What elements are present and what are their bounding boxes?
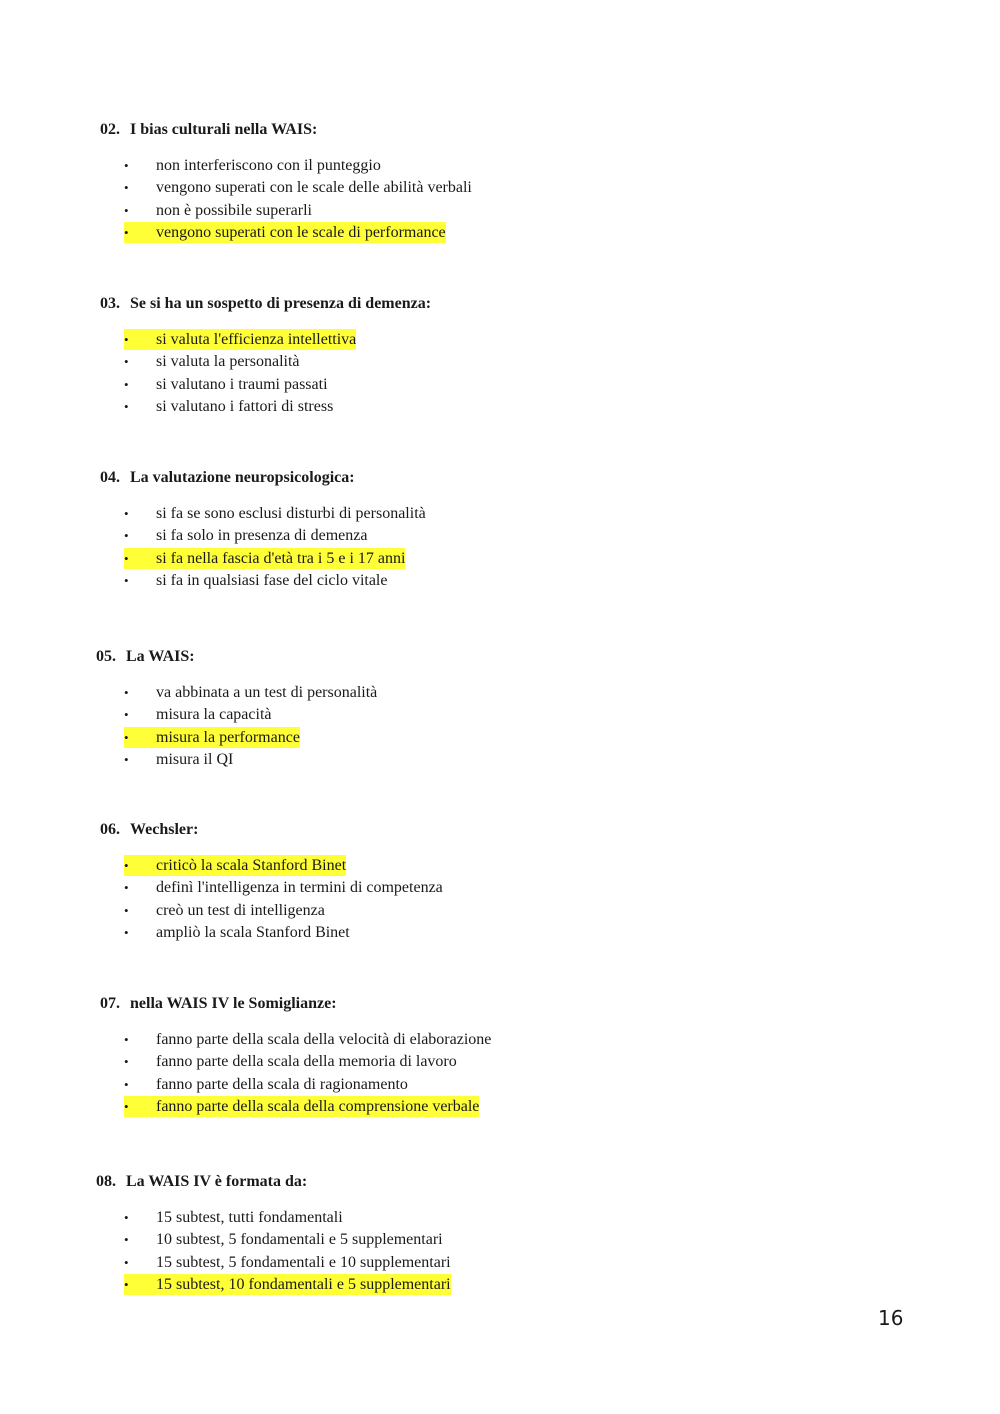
question-title bbox=[100, 120, 317, 140]
bullet-icon: • bbox=[124, 506, 129, 521]
question-number: 02. bbox=[100, 121, 120, 138]
answer-option-text: fanno parte della scala della velocità di elaborazione bbox=[156, 1031, 492, 1048]
bullet-icon: • bbox=[124, 332, 129, 347]
answer-option-text: si fa nella fascia d'età tra i 5 e i 17 anni bbox=[156, 549, 406, 567]
answer-option-text: si fa se sono esclusi disturbi di personalità bbox=[156, 505, 426, 522]
question-text: La WAIS IV è formata da: bbox=[126, 1173, 308, 1190]
question-number: 07. bbox=[100, 995, 120, 1012]
question-number: 04. bbox=[100, 469, 120, 486]
answer-option-text: definì l'intelligenza in termini di competenza bbox=[156, 879, 443, 897]
bullet-icon: • bbox=[124, 707, 129, 723]
bullet-icon: • bbox=[124, 1232, 129, 1248]
answer-option bbox=[124, 525, 367, 546]
answer-option-highlighted bbox=[124, 855, 346, 876]
bullet-icon: • bbox=[124, 224, 129, 240]
question-number: 05. bbox=[96, 648, 116, 665]
answer-option-text: si fa in qualsiasi fase del ciclo vitale bbox=[156, 571, 388, 589]
answer-option bbox=[124, 1229, 443, 1250]
answer-option-highlighted bbox=[124, 222, 446, 243]
bullet-icon: • bbox=[124, 924, 129, 940]
bullet-icon: • bbox=[124, 729, 129, 745]
answer-option bbox=[124, 351, 300, 372]
answer-option-text: non è possibile superarli bbox=[156, 201, 312, 219]
bullet-icon: • bbox=[124, 1032, 129, 1047]
answer-option-text: si fa solo in presenza di demenza bbox=[156, 527, 368, 545]
question-number: 08. bbox=[96, 1173, 116, 1190]
answer-option bbox=[124, 503, 426, 524]
answer-option-text: fanno parte della scala della comprensione verbale bbox=[156, 1097, 480, 1115]
bullet-icon: • bbox=[124, 858, 129, 873]
answer-option-highlighted bbox=[124, 727, 300, 748]
answer-option-text: criticò la scala Stanford Binet bbox=[156, 857, 347, 874]
answer-option-text: 15 subtest, 10 fondamentali e 5 supplementari bbox=[156, 1275, 451, 1293]
answer-option-text: non interferiscono con il punteggio bbox=[156, 157, 381, 174]
answer-option bbox=[124, 1074, 408, 1095]
answer-option bbox=[124, 900, 325, 921]
bullet-icon: • bbox=[124, 1098, 129, 1114]
answer-option-text: si valuta l'efficienza intellettiva bbox=[156, 331, 357, 348]
answer-option bbox=[124, 570, 387, 591]
answer-option bbox=[124, 1051, 457, 1072]
bullet-icon: • bbox=[124, 550, 129, 566]
answer-option-text: fanno parte della scala di ragionamento bbox=[156, 1075, 408, 1093]
answer-option-text: si valutano i fattori di stress bbox=[156, 397, 334, 415]
bullet-icon: • bbox=[124, 528, 129, 544]
answer-option-text: 10 subtest, 5 fondamentali e 5 supplementari bbox=[156, 1231, 443, 1249]
question-title bbox=[100, 820, 198, 840]
answer-option-text: ampliò la scala Stanford Binet bbox=[156, 923, 350, 941]
question-title bbox=[100, 294, 431, 314]
answer-option bbox=[124, 177, 472, 198]
answer-option bbox=[124, 396, 333, 417]
answer-option bbox=[124, 682, 377, 703]
answer-option bbox=[124, 877, 443, 898]
answer-option-highlighted bbox=[124, 329, 356, 350]
bullet-icon: • bbox=[124, 1076, 129, 1092]
answer-option bbox=[124, 704, 272, 725]
bullet-icon: • bbox=[124, 158, 129, 173]
answer-option-highlighted bbox=[124, 548, 405, 569]
answer-option bbox=[124, 749, 233, 770]
question-title bbox=[100, 994, 337, 1014]
bullet-icon: • bbox=[124, 751, 129, 767]
question-title bbox=[100, 468, 355, 488]
question-text: Se si ha un sospetto di presenza di demenza: bbox=[130, 295, 432, 312]
answer-option-text: misura la performance bbox=[156, 728, 300, 746]
question-text: I bias culturali nella WAIS: bbox=[130, 121, 318, 138]
answer-option bbox=[124, 1029, 491, 1050]
question-title bbox=[96, 1172, 307, 1192]
answer-option-text: 15 subtest, tutti fondamentali bbox=[156, 1209, 343, 1226]
answer-option-text: misura il QI bbox=[156, 750, 234, 768]
question-title bbox=[96, 647, 195, 667]
bullet-icon: • bbox=[124, 685, 129, 700]
answer-option-highlighted bbox=[124, 1096, 479, 1117]
bullet-icon: • bbox=[124, 376, 129, 392]
question-text: La valutazione neuropsicologica: bbox=[130, 469, 355, 486]
answer-option-text: va abbinata a un test di personalità bbox=[156, 684, 378, 701]
page-number: 16 bbox=[878, 1306, 904, 1330]
answer-option-text: si valutano i traumi passati bbox=[156, 375, 328, 393]
bullet-icon: • bbox=[124, 572, 129, 588]
bullet-icon: • bbox=[124, 1254, 129, 1270]
answer-option-text: si valuta la personalità bbox=[156, 353, 300, 371]
answer-option-highlighted bbox=[124, 1274, 451, 1295]
bullet-icon: • bbox=[124, 902, 129, 918]
answer-option-text: fanno parte della scala della memoria di lavoro bbox=[156, 1053, 457, 1071]
answer-option bbox=[124, 1207, 343, 1228]
question-text: nella WAIS IV le Somiglianze: bbox=[130, 995, 337, 1012]
answer-option bbox=[124, 200, 312, 221]
bullet-icon: • bbox=[124, 1054, 129, 1070]
bullet-icon: • bbox=[124, 398, 129, 414]
answer-option-text: misura la capacità bbox=[156, 706, 272, 724]
answer-option bbox=[124, 922, 350, 943]
answer-option bbox=[124, 155, 381, 176]
question-number: 06. bbox=[100, 821, 120, 838]
answer-option-text: vengono superati con le scale delle abilità verbali bbox=[156, 179, 472, 197]
question-text: Wechsler: bbox=[130, 821, 199, 838]
bullet-icon: • bbox=[124, 880, 129, 896]
answer-option-text: 15 subtest, 5 fondamentali e 10 supplementari bbox=[156, 1253, 451, 1271]
bullet-icon: • bbox=[124, 354, 129, 370]
bullet-icon: • bbox=[124, 202, 129, 218]
bullet-icon: • bbox=[124, 1276, 129, 1292]
answer-option-text: creò un test di intelligenza bbox=[156, 901, 325, 919]
bullet-icon: • bbox=[124, 1210, 129, 1225]
answer-option bbox=[124, 1252, 451, 1273]
question-text: La WAIS: bbox=[126, 648, 195, 665]
bullet-icon: • bbox=[124, 180, 129, 196]
answer-option-text: vengono superati con le scale di performance bbox=[156, 223, 446, 241]
answer-option bbox=[124, 374, 328, 395]
question-number: 03. bbox=[100, 295, 120, 312]
